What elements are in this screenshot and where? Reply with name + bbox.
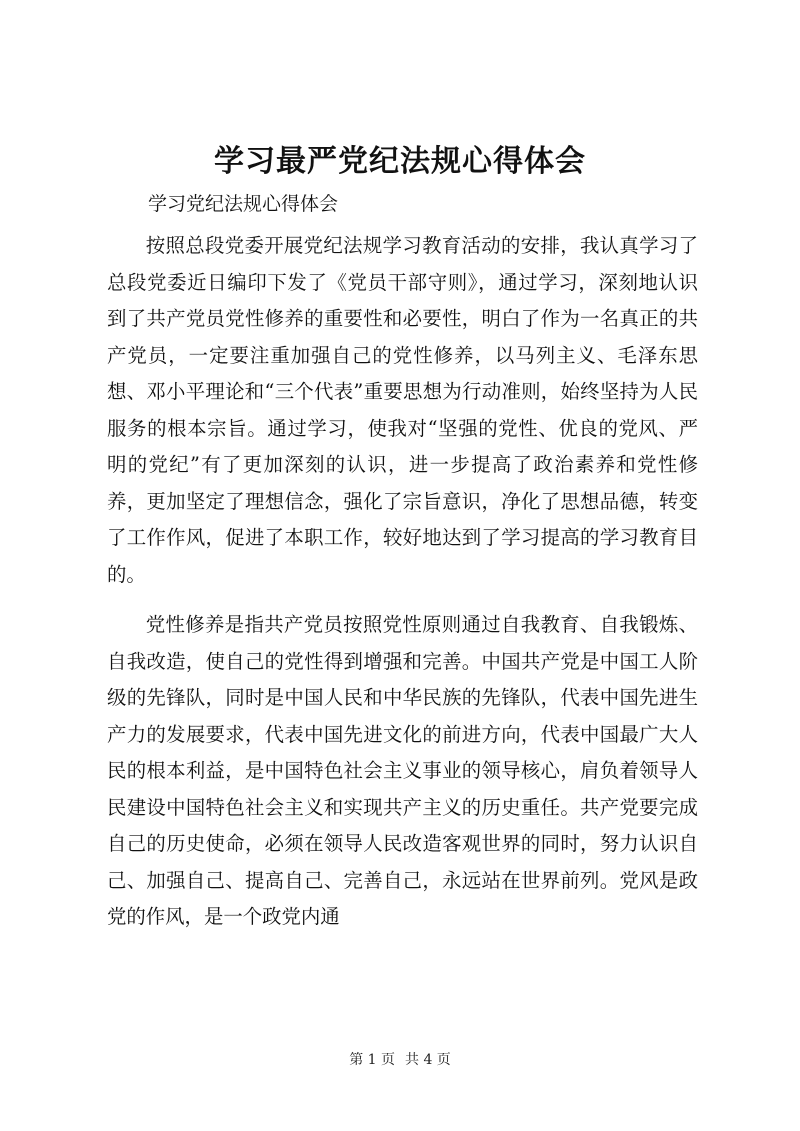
document-body [107,228,698,936]
paragraph-gap [107,593,698,607]
paragraph-1: 按照总段党委开展党纪法规学习教育活动的安排，我认真学习了总段党委近日编印下发了《党员干部守则》，通过学习，深刻地认识到了共产党员党性修养的重要性和必要性，明白了作为一名真正的共产党员，一定要注重加强自己的党性修养，以马列主义、毛泽东思想、邓小平理论和“三个代表”重要思想为行动准则，始终坚持为人民服务的根本宗旨。通过学习，使我对“坚强的党性、优良的党风、严明的党纪”有了更加深刻的认识，进一步提高了政治素养和党性修养，更加坚定了理想信念，强化了宗旨意识，净化了思想品德，转变了工作作风，促进了本职工作，较好地达到了学习提高的学习教育目的。 [107,234,698,586]
document-subtitle: 学习党纪法规心得体会 [148,193,339,215]
page-footer [0,1049,800,1069]
page-total: 共 4 页 [405,1052,451,1068]
paragraph-2: 党性修养是指共产党员按照党性原则通过自我教育、自我锻炼、自我改造，使自己的党性得到增强和完善。中国共产党是中国工人阶级的先锋队，同时是中国人民和中华民族的先锋队，代表中国先进生产力的发展要求，代表中国先进文化的前进方向，代表中国最广大人民的根本利益，是中国特色社会主义事业的领导核心，肩负着领导人民建设中国特色社会主义和实现共产主义的历史重任。共产党要完成自己的历史使命，必须在领导人民改造客观世界的同时，努力认识自己、加强自己、提高自己、完善自己，永远站在世界前列。党风是政党的作风，是一个政党内通 [107,613,698,928]
page-number: 第 1 页 [349,1052,395,1068]
document-title: 学习最严党纪法规心得体会 [214,144,586,179]
